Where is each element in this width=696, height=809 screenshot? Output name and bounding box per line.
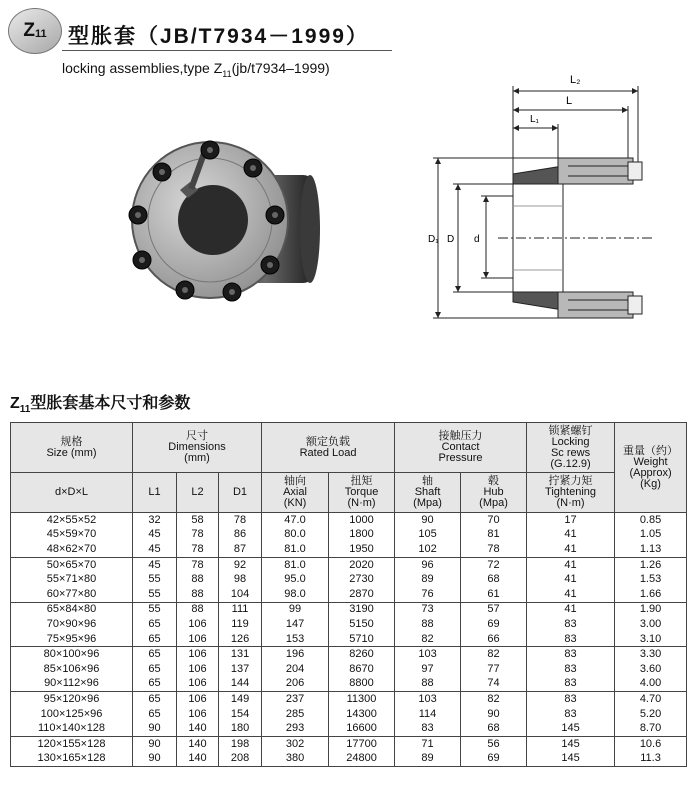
cell-axial: 81.0 xyxy=(262,542,329,557)
title-divider xyxy=(62,50,392,51)
header-contact-pressure: 接触压力 Contact Pressure xyxy=(395,423,527,473)
cell-shaft: 88 xyxy=(395,617,461,632)
cell-size: 65×84×80 xyxy=(11,602,133,617)
cell-axial: 95.0 xyxy=(262,572,329,587)
cell-hub: 68 xyxy=(461,572,527,587)
cell-tightening: 83 xyxy=(527,707,615,722)
cell-hub: 77 xyxy=(461,662,527,677)
cell-d1: 131 xyxy=(219,647,262,662)
cell-tightening: 83 xyxy=(527,677,615,692)
cell-l1: 32 xyxy=(133,513,177,528)
cell-tightening: 83 xyxy=(527,647,615,662)
cell-torque: 2870 xyxy=(329,587,395,602)
table-row xyxy=(11,692,687,707)
cell-weight: 8.70 xyxy=(615,721,687,736)
table-row xyxy=(11,587,687,602)
table-row xyxy=(11,721,687,736)
cell-torque: 24800 xyxy=(329,752,395,767)
cell-hub: 61 xyxy=(461,587,527,602)
table-row xyxy=(11,662,687,677)
cell-hub: 69 xyxy=(461,752,527,767)
cell-l1: 90 xyxy=(133,736,177,751)
cell-l1: 55 xyxy=(133,572,177,587)
cell-l2: 106 xyxy=(177,692,219,707)
technical-drawing xyxy=(418,66,668,328)
cell-tightening: 83 xyxy=(527,692,615,707)
cell-size: 95×120×96 xyxy=(11,692,133,707)
cell-size: 100×125×96 xyxy=(11,707,133,722)
table-row xyxy=(11,677,687,692)
table-title-subscript: 11 xyxy=(19,404,31,416)
header-d1: D1 xyxy=(219,473,262,513)
cell-d1: 208 xyxy=(219,752,262,767)
cell-axial: 237 xyxy=(262,692,329,707)
cell-shaft: 73 xyxy=(395,602,461,617)
table-row xyxy=(11,752,687,767)
cell-shaft: 82 xyxy=(395,632,461,647)
cell-size: 75×95×96 xyxy=(11,632,133,647)
cell-d1: 78 xyxy=(219,513,262,528)
cell-l1: 45 xyxy=(133,542,177,557)
cell-tightening: 41 xyxy=(527,557,615,572)
cell-d1: 198 xyxy=(219,736,262,751)
cell-torque: 1950 xyxy=(329,542,395,557)
cell-d1: 86 xyxy=(219,528,262,543)
cell-size: 50×65×70 xyxy=(11,557,133,572)
cell-hub: 72 xyxy=(461,557,527,572)
cell-l2: 140 xyxy=(177,752,219,767)
cell-weight: 11.3 xyxy=(615,752,687,767)
label-d: d xyxy=(474,234,480,245)
cell-d1: 126 xyxy=(219,632,262,647)
label-D: D xyxy=(447,234,455,245)
table-row xyxy=(11,602,687,617)
cell-tightening: 41 xyxy=(527,572,615,587)
cell-torque: 8260 xyxy=(329,647,395,662)
cell-axial: 285 xyxy=(262,707,329,722)
cell-d1: 104 xyxy=(219,587,262,602)
product-photo xyxy=(120,120,340,320)
cell-weight: 1.66 xyxy=(615,587,687,602)
cell-shaft: 83 xyxy=(395,721,461,736)
label-l: L xyxy=(566,95,573,107)
cell-torque: 14300 xyxy=(329,707,395,722)
cell-size: 45×59×70 xyxy=(11,528,133,543)
header-dimensions: 尺寸 Dimensions (mm) xyxy=(133,423,262,473)
cell-l2: 106 xyxy=(177,632,219,647)
cell-l2: 106 xyxy=(177,677,219,692)
cell-tightening: 41 xyxy=(527,587,615,602)
header-hub: 毂 Hub (Mpa) xyxy=(461,473,527,513)
cell-size: 120×155×128 xyxy=(11,736,133,751)
cell-d1: 111 xyxy=(219,602,262,617)
cell-shaft: 90 xyxy=(395,513,461,528)
cell-l2: 106 xyxy=(177,707,219,722)
cell-shaft: 96 xyxy=(395,557,461,572)
cell-hub: 81 xyxy=(461,528,527,543)
cell-l1: 45 xyxy=(133,528,177,543)
cell-l1: 65 xyxy=(133,662,177,677)
cell-l1: 90 xyxy=(133,721,177,736)
cell-d1: 154 xyxy=(219,707,262,722)
cell-l1: 55 xyxy=(133,587,177,602)
cell-hub: 68 xyxy=(461,721,527,736)
cell-axial: 81.0 xyxy=(262,557,329,572)
cell-l2: 106 xyxy=(177,647,219,662)
cell-size: 85×106×96 xyxy=(11,662,133,677)
cell-weight: 3.30 xyxy=(615,647,687,662)
cell-d1: 119 xyxy=(219,617,262,632)
table-row xyxy=(11,572,687,587)
cell-torque: 1800 xyxy=(329,528,395,543)
table-title-prefix: Z xyxy=(10,395,20,412)
cell-axial: 293 xyxy=(262,721,329,736)
header-tightening: 拧紧力矩 Tightening (N·m) xyxy=(527,473,615,513)
table-title-text: 型胀套基本尺寸和参数 xyxy=(30,395,191,412)
table-row xyxy=(11,617,687,632)
table-row xyxy=(11,542,687,557)
table-row xyxy=(11,647,687,662)
cell-tightening: 83 xyxy=(527,632,615,647)
header-locking-screws: 锁紧螺钉 Locking Sc rews (G.12.9) xyxy=(527,423,615,473)
cell-axial: 98.0 xyxy=(262,587,329,602)
cell-shaft: 88 xyxy=(395,677,461,692)
cell-shaft: 103 xyxy=(395,692,461,707)
cell-hub: 82 xyxy=(461,692,527,707)
cell-l2: 78 xyxy=(177,542,219,557)
hub-end xyxy=(300,175,320,283)
cell-hub: 56 xyxy=(461,736,527,751)
cell-l1: 65 xyxy=(133,677,177,692)
cell-axial: 206 xyxy=(262,677,329,692)
cell-axial: 80.0 xyxy=(262,528,329,543)
cell-l2: 140 xyxy=(177,736,219,751)
cell-weight: 0.85 xyxy=(615,513,687,528)
cell-axial: 302 xyxy=(262,736,329,751)
badge-subscript: 11 xyxy=(34,28,47,40)
cell-axial: 196 xyxy=(262,647,329,662)
subtitle-prefix: locking assemblies,type Z xyxy=(62,60,223,76)
table-row xyxy=(11,736,687,751)
label-l2: L₂ xyxy=(570,74,581,86)
table-row xyxy=(11,528,687,543)
cell-shaft: 102 xyxy=(395,542,461,557)
cell-l2: 58 xyxy=(177,513,219,528)
cell-hub: 66 xyxy=(461,632,527,647)
cell-size: 55×71×80 xyxy=(11,572,133,587)
cell-axial: 147 xyxy=(262,617,329,632)
cell-d1: 137 xyxy=(219,662,262,677)
cell-shaft: 114 xyxy=(395,707,461,722)
cell-shaft: 103 xyxy=(395,647,461,662)
cell-shaft: 76 xyxy=(395,587,461,602)
cell-hub: 82 xyxy=(461,647,527,662)
cell-hub: 90 xyxy=(461,707,527,722)
cell-torque: 16600 xyxy=(329,721,395,736)
cell-size: 110×140×128 xyxy=(11,721,133,736)
cell-size: 60×77×80 xyxy=(11,587,133,602)
cell-weight: 4.70 xyxy=(615,692,687,707)
cell-shaft: 97 xyxy=(395,662,461,677)
cell-shaft: 105 xyxy=(395,528,461,543)
cell-l1: 65 xyxy=(133,707,177,722)
cell-torque: 2730 xyxy=(329,572,395,587)
cell-weight: 10.6 xyxy=(615,736,687,751)
header-size: 规格 Size (mm) xyxy=(11,423,133,473)
cell-d1: 180 xyxy=(219,721,262,736)
cell-hub: 57 xyxy=(461,602,527,617)
cell-axial: 99 xyxy=(262,602,329,617)
cell-tightening: 145 xyxy=(527,721,615,736)
cell-l1: 45 xyxy=(133,557,177,572)
cell-axial: 204 xyxy=(262,662,329,677)
subtitle-subscript: 11 xyxy=(222,68,232,79)
spec-table-body xyxy=(11,513,687,767)
cell-shaft: 89 xyxy=(395,752,461,767)
cell-torque: 17700 xyxy=(329,736,395,751)
cell-torque: 11300 xyxy=(329,692,395,707)
cell-l1: 90 xyxy=(133,752,177,767)
cell-shaft: 89 xyxy=(395,572,461,587)
badge-letter: Z xyxy=(23,20,35,41)
cell-l1: 55 xyxy=(133,602,177,617)
cell-l2: 88 xyxy=(177,587,219,602)
cell-weight: 4.00 xyxy=(615,677,687,692)
cell-torque: 1000 xyxy=(329,513,395,528)
header-torque: 扭矩 Torque (N·m) xyxy=(329,473,395,513)
cell-weight: 1.26 xyxy=(615,557,687,572)
cell-d1: 92 xyxy=(219,557,262,572)
header-weight: 重量（约） Weight (Approx) (Kg) xyxy=(615,423,687,513)
cell-tightening: 83 xyxy=(527,617,615,632)
cell-size: 48×62×70 xyxy=(11,542,133,557)
cell-hub: 70 xyxy=(461,513,527,528)
cell-torque: 5710 xyxy=(329,632,395,647)
cell-tightening: 41 xyxy=(527,602,615,617)
header-rated-load: 额定负载 Rated Load xyxy=(262,423,395,473)
cell-tightening: 83 xyxy=(527,662,615,677)
cell-weight: 1.53 xyxy=(615,572,687,587)
type-badge xyxy=(8,8,62,54)
cell-hub: 74 xyxy=(461,677,527,692)
table-row xyxy=(11,707,687,722)
cell-shaft: 71 xyxy=(395,736,461,751)
cell-weight: 1.05 xyxy=(615,528,687,543)
cell-weight: 3.10 xyxy=(615,632,687,647)
cell-torque: 5150 xyxy=(329,617,395,632)
cell-size: 130×165×128 xyxy=(11,752,133,767)
cell-l2: 140 xyxy=(177,721,219,736)
cell-weight: 3.60 xyxy=(615,662,687,677)
cell-weight: 3.00 xyxy=(615,617,687,632)
header-axial: 轴向 Axial (KN) xyxy=(262,473,329,513)
cell-l2: 78 xyxy=(177,557,219,572)
cell-l2: 78 xyxy=(177,528,219,543)
page-title: 型胀套（JB/T7934－1999） xyxy=(68,25,369,48)
cell-weight: 1.90 xyxy=(615,602,687,617)
cell-l2: 88 xyxy=(177,572,219,587)
cell-weight: 5.20 xyxy=(615,707,687,722)
cell-d1: 144 xyxy=(219,677,262,692)
cell-hub: 78 xyxy=(461,542,527,557)
table-row xyxy=(11,557,687,572)
cell-tightening: 145 xyxy=(527,736,615,751)
header-l2: L2 xyxy=(177,473,219,513)
cell-torque: 8670 xyxy=(329,662,395,677)
header-l1: L1 xyxy=(133,473,177,513)
table-row xyxy=(11,513,687,528)
cell-tightening: 17 xyxy=(527,513,615,528)
cell-d1: 98 xyxy=(219,572,262,587)
cell-l1: 65 xyxy=(133,632,177,647)
cell-weight: 1.13 xyxy=(615,542,687,557)
subtitle-suffix: (jb/t7934–1999) xyxy=(231,60,330,76)
page-subtitle xyxy=(62,60,330,79)
cell-d1: 149 xyxy=(219,692,262,707)
cell-size: 90×112×96 xyxy=(11,677,133,692)
cell-torque: 8800 xyxy=(329,677,395,692)
cell-l1: 65 xyxy=(133,647,177,662)
cell-tightening: 41 xyxy=(527,528,615,543)
cell-torque: 2020 xyxy=(329,557,395,572)
cell-size: 42×55×52 xyxy=(11,513,133,528)
cell-tightening: 145 xyxy=(527,752,615,767)
table-row xyxy=(11,632,687,647)
cell-l2: 106 xyxy=(177,617,219,632)
header-shaft: 轴 Shaft (Mpa) xyxy=(395,473,461,513)
cell-hub: 69 xyxy=(461,617,527,632)
cell-l1: 65 xyxy=(133,617,177,632)
cell-torque: 3190 xyxy=(329,602,395,617)
cell-d1: 87 xyxy=(219,542,262,557)
cell-size: 80×100×96 xyxy=(11,647,133,662)
cell-axial: 380 xyxy=(262,752,329,767)
header-dxdxl: d×D×L xyxy=(11,473,133,513)
cell-tightening: 41 xyxy=(527,542,615,557)
cell-axial: 47.0 xyxy=(262,513,329,528)
cell-l2: 88 xyxy=(177,602,219,617)
table-title xyxy=(10,390,190,415)
cell-axial: 153 xyxy=(262,632,329,647)
cell-l2: 106 xyxy=(177,662,219,677)
label-d1: D₁ xyxy=(428,234,439,245)
spec-table xyxy=(10,422,687,767)
cell-l1: 65 xyxy=(133,692,177,707)
cell-size: 70×90×96 xyxy=(11,617,133,632)
label-l1: L₁ xyxy=(530,114,539,125)
